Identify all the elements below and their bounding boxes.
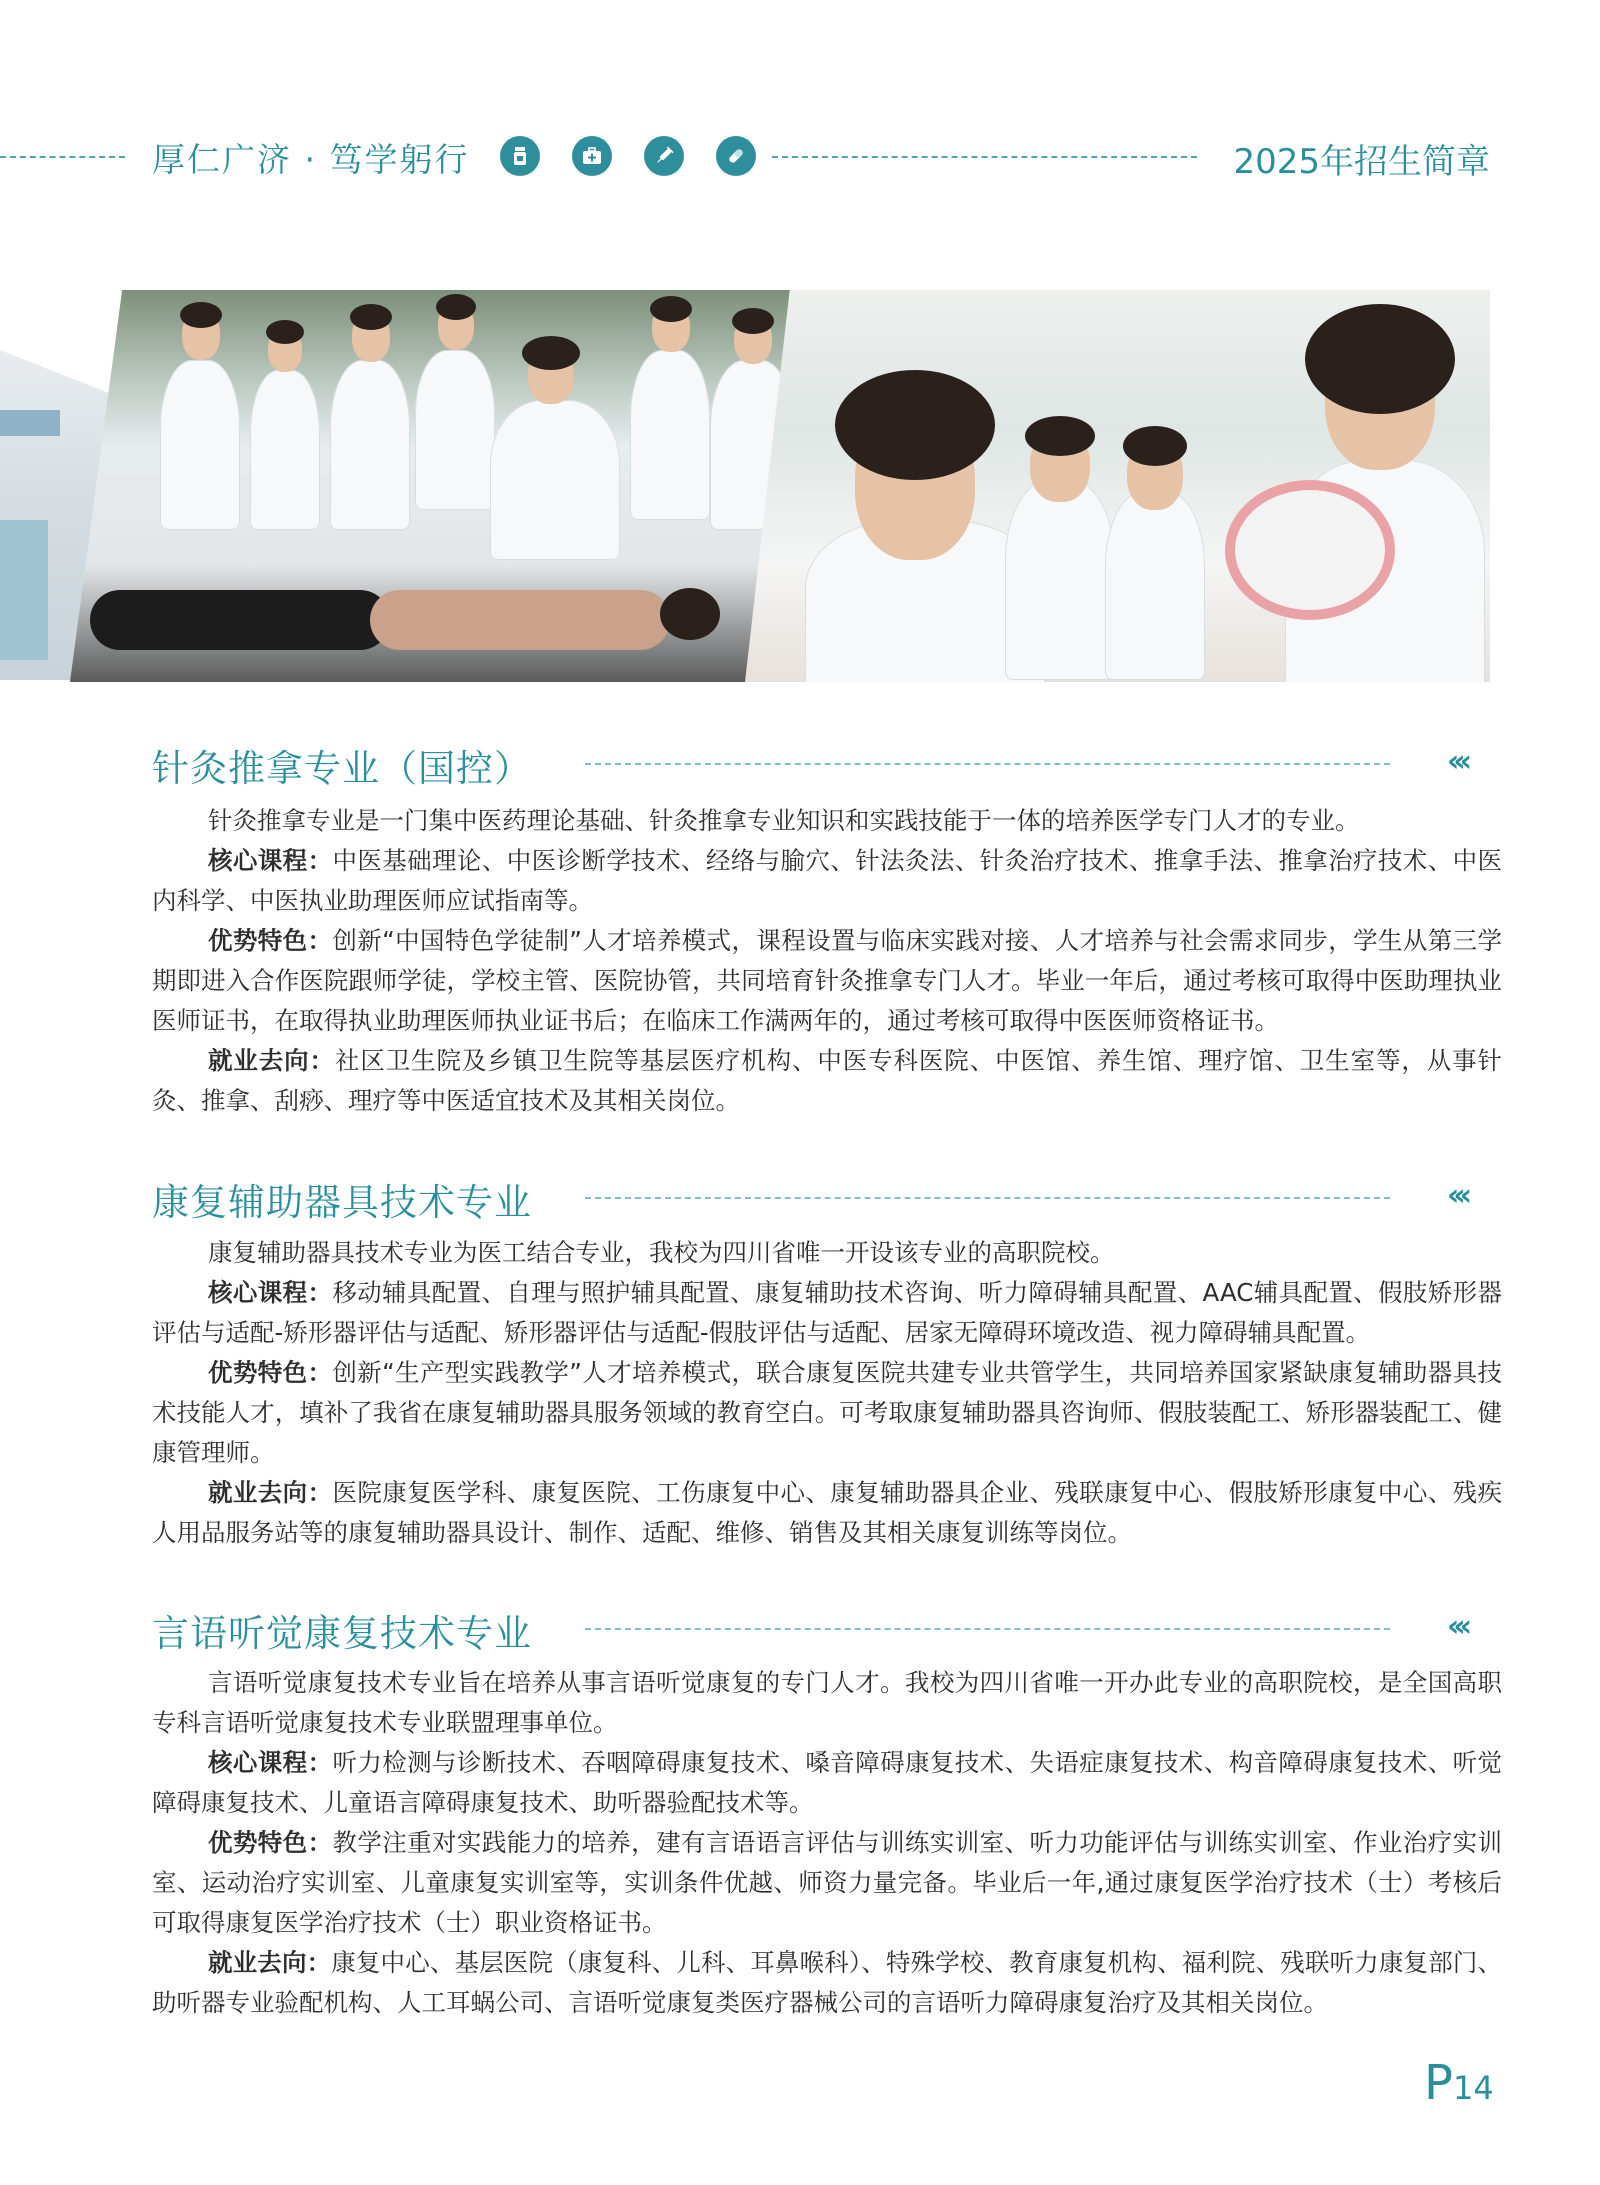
brochure-title: 2025年招生简章 [1233,142,1490,182]
section-body-acupuncture [152,801,1502,1121]
chevron-left-icon: ‹‹‹ [1447,1178,1467,1213]
photo-strip [0,290,1500,682]
employment: 就业去向：医院康复医学科、康复医院、工伤康复中心、康复辅助器具企业、残联康复中心、假肢矫形康复中心、残疾人用品服务站等的康复辅助器具设计、制作、适配、维修、销售及其相关康复训练等岗位。 [152,1478,1503,1547]
syringe-icon [644,136,684,176]
pill-icon [716,136,756,176]
core-courses: 核心课程：中医基础理论、中医诊断学技术、经络与腧穴、针法灸法、针灸治疗技术、推拿手法、推拿治疗技术、中医内科学、中医执业助理医师应试指南等。 [152,846,1503,915]
page-number: P14 [1424,2055,1494,2111]
core-courses: 核心课程：移动辅具配置、自理与照护辅具配置、康复辅助技术咨询、听力障碍辅具配置、AAC辅具配置、假肢矫形器评估与适配-矫形器评估与适配、矫形器评估与适配-假肢评估与适配、居家无障碍环境改造、视力障碍辅具配置。 [152,1278,1502,1347]
section-divider [585,1628,1390,1630]
core-courses: 核心课程：听力检测与诊断技术、吞咽障碍康复技术、嗓音障碍康复技术、失语症康复技术、构音障碍康复技术、听觉障碍康复技术、儿童语言障碍康复技术、助听器验配技术等。 [152,1748,1503,1817]
section-divider [585,1197,1390,1199]
massage-practice-photo [70,290,815,682]
employment: 就业去向：社区卫生院及乡镇卫生院等基层医疗机构、中医专科医院、中医馆、养生馆、理疗馆、卫生室等，从事针灸、推拿、刮痧、理疗等中医适宜技术及其相关岗位。 [152,1046,1502,1115]
advantages: 优势特色：教学注重对实践能力的培养，建有言语语言评估与训练实训室、听力功能评估与训练实训室、作业治疗实训室、运动治疗实训室、儿童康复实训室等，实训条件优越、师资力量完备。毕业后一年,通过康复医学治疗技术（士）考核后可取得康复医学治疗技术（士）职业资格证书。 [152,1828,1503,1937]
dental-model-class-photo [745,290,1490,682]
section-divider [585,763,1390,765]
employment: 就业去向：康复中心、基层医院（康复科、儿科、耳鼻喉科）、特殊学校、教育康复机构、福利院、残联听力康复部门、助听器专业验配机构、人工耳蜗公司、言语听觉康复类医疗器械公司的言语听力障碍康复治疗及其相关岗位。 [152,1948,1502,2017]
section-intro: 针灸推拿专业是一门集中医药理论基础、针灸推拿专业知识和实践技能于一体的培养医学专门人才的专业。 [208,806,1360,835]
header-divider-right [772,156,1197,158]
section-intro: 康复辅助器具技术专业为医工结合专业，我校为四川省唯一开设该专业的高职院校。 [208,1238,1115,1267]
chevron-left-icon: ‹‹‹ [1447,744,1467,779]
advantages: 优势特色：创新“中国特色学徒制”人才培养模式，课程设置与临床实践对接、人才培养与社会需求同步，学生从第三学期即进入合作医院跟师学徒，学校主管、医院协管，共同培育针灸推拿专门人才。毕业一年后，通过考核可取得中医助理执业医师证书，在取得执业助理医师执业证书后；在临床工作满两年的，通过考核可取得中医医师资格证书。 [152,926,1502,1035]
header-divider-left [0,156,125,158]
medicine-bottle-icon [500,136,540,176]
section-intro: 言语听觉康复技术专业旨在培养从事言语听觉康复的专门人才。我校为四川省唯一开办此专业的高职院校，是全国高职专科言语听觉康复技术专业联盟理事单位。 [152,1668,1502,1737]
advantages: 优势特色：创新“生产型实践教学”人才培养模式，联合康复医院共建专业共管学生，共同培养国家紧缺康复辅助器具技术技能人才，填补了我省在康复辅助器具服务领域的教育空白。可考取康复辅助器具咨询师、假肢装配工、矫形器装配工、健康管理师。 [152,1358,1502,1467]
section-body-speech-hearing [152,1663,1502,2023]
header-icons [500,136,756,176]
section-title-speech-hearing: 言语听觉康复技术专业 [152,1612,532,1655]
section-body-assistive-devices [152,1233,1502,1553]
chevron-left-icon: ‹‹‹ [1447,1609,1467,1644]
section-title-acupuncture: 针灸推拿专业（国控） [152,747,532,790]
page-header [0,132,1600,182]
section-title-assistive-devices: 康复辅助器具技术专业 [152,1181,532,1224]
school-motto: 厚仁广济 · 笃学躬行 [152,140,470,179]
first-aid-kit-icon [572,136,612,176]
